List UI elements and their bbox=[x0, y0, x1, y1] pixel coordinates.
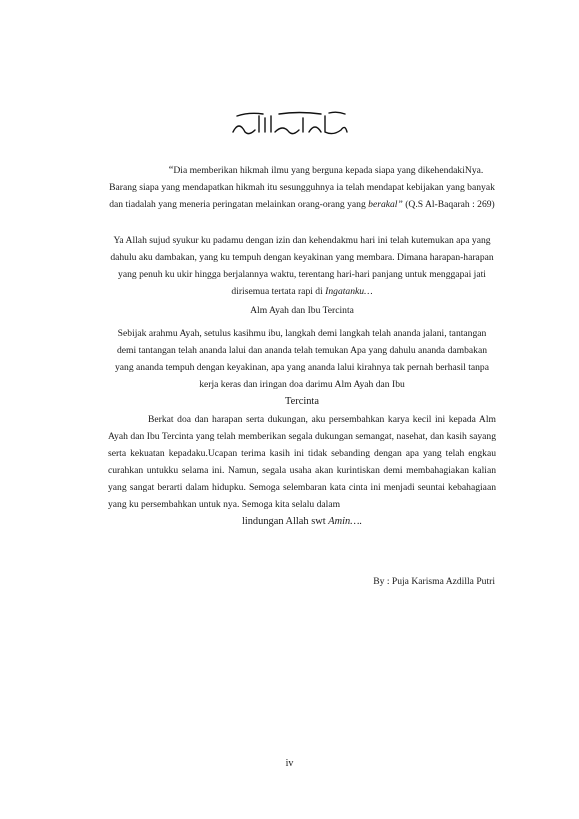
prayer-paragraph bbox=[108, 232, 496, 300]
prayer-text: Ya Allah sujud syukur ku padamu dengan izin dan kehendakmu hari ini telah kutemukan apa yang dahulu aku dambakan, yang ku tempuh dengan keyakinan yang membara. Dimana harapan-harapan yang penuh ku ukir hingga berjalannya waktu, terentang hari-hari panjang untuk menggapai jati dirisemua tertata rapi di bbox=[110, 235, 494, 297]
closing-last-line-wrap bbox=[108, 513, 496, 530]
dedication-paragraph bbox=[108, 325, 496, 410]
prayer-italic-end: Ingatanku… bbox=[325, 286, 373, 297]
page-number: iv bbox=[285, 758, 294, 769]
signature: By : Puja Karisma Azdilla Putri bbox=[373, 576, 495, 587]
closing-text: Berkat doa dan harapan serta dukungan, aku persembahkan karya kecil ini kepada Alm Ayah dan Ibu Tercinta yang telah memberikan segala dukungan semangat, nasehat, dan kasih sayang serta kekuatan kepadaku.Ucapan terima kasih ini tidak sebanding dengan apa yang telah engkau curahkan untukku selama ini. Namun, segala usaha akan kurintiskan demi membahagiakan kalian yang sangat berarti dalam hidupku. Semoga selembaran kata cinta ini menjadi seuntai kebahagiaan yang ku persembahkan untuk nya. Semoga kita selalu dalam bbox=[108, 414, 496, 510]
closing-italic-end: Amin…. bbox=[328, 516, 363, 527]
dedication-text: Sebijak arahmu Ayah, setulus kasihmu ibu, langkah demi langkah telah ananda jalani, tantangan demi tantangan telah ananda lalui dan ananda telah temukan Apa yang dahulu ananda dambakan yang ananda tempuh dengan keyakinan, apa yang ananda lalui kirahnya tak pernah berhasil tanpa kerja keras dan iringan doa darimu Alm Ayah dan Ibu bbox=[114, 328, 489, 390]
quote-text: Dia memberikan hikmah ilmu yang berguna kepada siapa yang dikehendakiNya. Barang siapa yang mendapatkan hikmah itu sesungguhnya ia telah mendapat kebijakan yang banyak dan tiadalah yang meneria peringatan melainkan orang-orang yang bbox=[109, 165, 495, 210]
quote-source: (Q.S Al-Baqarah : 269) bbox=[402, 199, 495, 210]
basmala-calligraphy bbox=[229, 110, 350, 138]
quote-italic-end: berakal” bbox=[368, 199, 403, 210]
closing-last-line: lindungan Allah swt bbox=[241, 516, 326, 527]
basmala-text: بِسْمِ اللَّهِ الرَّحْمَنِ الرَّحِيمِ bbox=[289, 137, 299, 138]
dedication-heading: Alm Ayah dan Ibu Tercinta bbox=[250, 305, 354, 316]
quote-open-mark: “ bbox=[168, 165, 174, 176]
quote-paragraph bbox=[108, 162, 496, 213]
closing-paragraph bbox=[108, 411, 496, 530]
dedication-last-word: Tercinta bbox=[285, 396, 319, 407]
